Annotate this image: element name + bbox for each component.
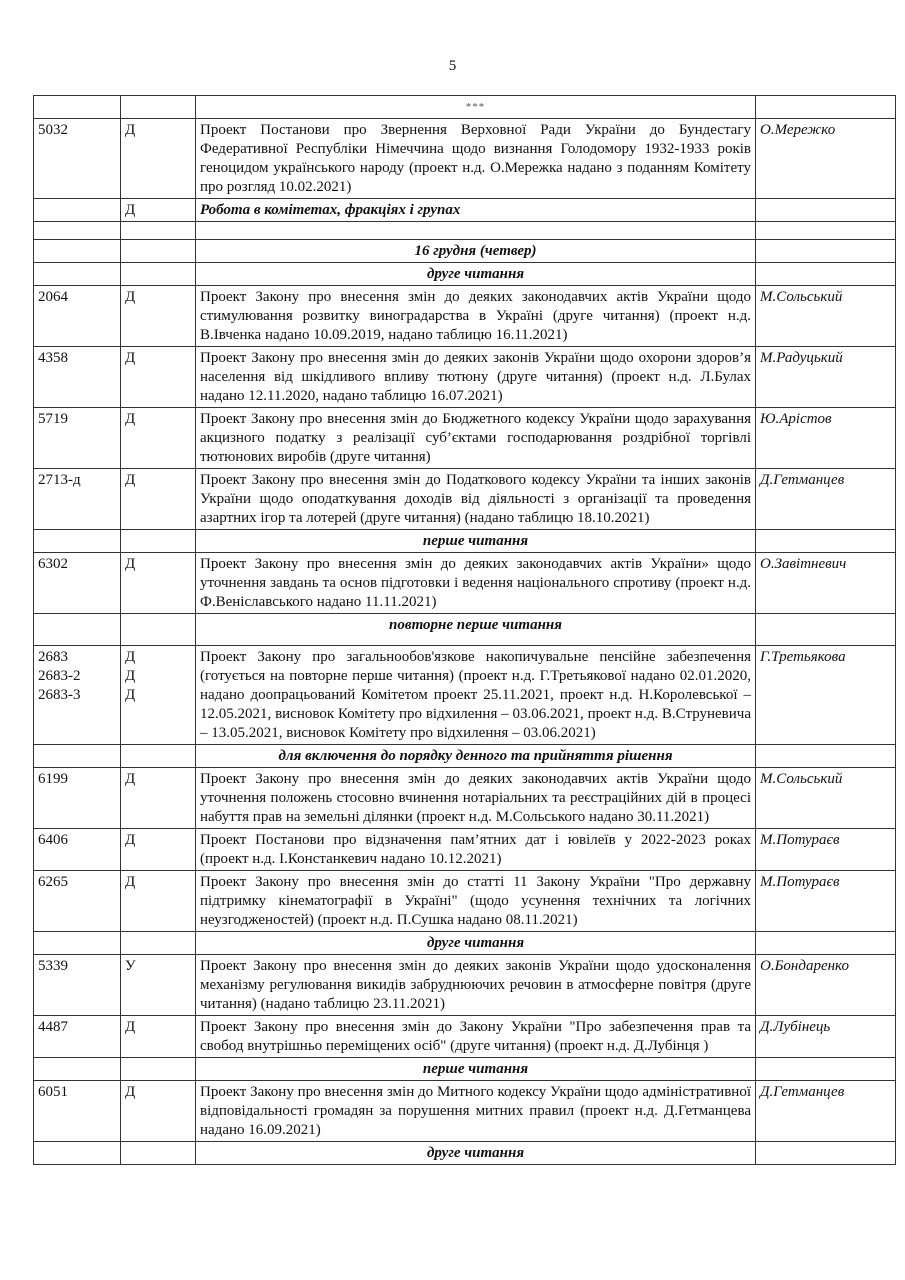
bill-description: Проект Закону про внесення змін до Митного кодексу України щодо адміністративної відповідальності громадян за порушення митних правил (проект н.д. Д.Гетманцева надано 16.09.2021) bbox=[196, 1081, 756, 1142]
table-row bbox=[34, 469, 896, 530]
cell-number bbox=[34, 96, 121, 119]
table-row bbox=[34, 955, 896, 1016]
cell-number bbox=[34, 240, 121, 263]
cell-empty bbox=[196, 222, 756, 240]
cell-responsible bbox=[756, 614, 896, 646]
section-row-date bbox=[34, 240, 896, 263]
section-row bbox=[34, 263, 896, 286]
bill-description: Проект Закону про внесення змін до Податкового кодексу України та інших законів України щодо оподаткування доходів від діяльності з організації та проведення азартних ігор та лотерей (друге читання) (надано таблицю 18.10.2021) bbox=[196, 469, 756, 530]
cell-responsible bbox=[756, 96, 896, 119]
table-row bbox=[34, 1016, 896, 1058]
bill-number: 4487 bbox=[34, 1016, 121, 1058]
bill-responsible: Д.Гетманцев bbox=[756, 469, 896, 530]
bill-number: 2683-2 bbox=[38, 668, 81, 684]
bill-mark: Д bbox=[121, 469, 196, 530]
cell-number bbox=[34, 745, 121, 768]
agenda-table bbox=[33, 95, 896, 1165]
cell-mark bbox=[121, 240, 196, 263]
bill-number: 5719 bbox=[34, 408, 121, 469]
bill-mark: Д bbox=[125, 687, 136, 703]
bill-marks bbox=[121, 646, 196, 745]
bill-description: Проект Закону про внесення змін до статті 11 Закону України "Про державну підтримку кінематографії в Україні" (щодо усунення технічних та логічних неузгодженостей) (проект н.д. П.Сушка надано 08.11.2021) bbox=[196, 871, 756, 932]
section-row bbox=[34, 199, 896, 222]
cell-responsible bbox=[756, 530, 896, 553]
section-heading: друге читання bbox=[196, 263, 756, 286]
bill-responsible: М.Потураєв bbox=[756, 829, 896, 871]
bill-mark: Д bbox=[121, 119, 196, 199]
bill-description: Проект Закону про внесення змін до Закону України "Про забезпечення прав та свобод внутрішньо переміщених осіб" (друге читання) (проект н.д. Д.Лубінця ) bbox=[196, 1016, 756, 1058]
bill-number: 2713-д bbox=[34, 469, 121, 530]
cell-mark bbox=[121, 932, 196, 955]
cell-responsible bbox=[756, 240, 896, 263]
section-heading: повторне перше читання bbox=[196, 614, 756, 646]
bill-mark: Д bbox=[121, 347, 196, 408]
bill-description: Проект Закону про внесення змін до деяких законодавчих актів України» щодо уточнення завдань та основ підготовки і ведення національного спротиву (проект н.д. Ф.Веніславського надано 11.11.2021) bbox=[196, 553, 756, 614]
table-row bbox=[34, 1081, 896, 1142]
bill-responsible: Д.Лубінець bbox=[756, 1016, 896, 1058]
cell-mark bbox=[121, 1058, 196, 1081]
table-row bbox=[34, 119, 896, 199]
section-row bbox=[34, 614, 896, 646]
bill-number: 6302 bbox=[34, 553, 121, 614]
bill-responsible: М.Сольський bbox=[756, 286, 896, 347]
section-row bbox=[34, 932, 896, 955]
section-heading: для включення до порядку денного та прийняття рішення bbox=[196, 745, 756, 768]
cell-responsible bbox=[756, 932, 896, 955]
page-number: 5 bbox=[448, 58, 457, 74]
bill-mark: Д bbox=[121, 829, 196, 871]
table-row bbox=[34, 347, 896, 408]
empty-row bbox=[34, 222, 896, 240]
separator-stars: *** bbox=[196, 96, 756, 119]
cell-number bbox=[34, 199, 121, 222]
bill-mark: Д bbox=[121, 199, 196, 222]
bill-number: 4358 bbox=[34, 347, 121, 408]
bill-number: 6199 bbox=[34, 768, 121, 829]
bill-responsible: М.Сольський bbox=[756, 768, 896, 829]
cell-number bbox=[34, 614, 121, 646]
bill-mark: У bbox=[121, 955, 196, 1016]
bill-responsible: Г.Третьякова bbox=[756, 646, 896, 745]
bill-description: Проект Закону про внесення змін до Бюджетного кодексу України щодо зарахування акцизного податку з реалізації суб’єктами господарювання роздрібної торгівлі тютюнових виробів (друге читання) bbox=[196, 408, 756, 469]
cell-number bbox=[34, 530, 121, 553]
table-row-stars bbox=[34, 96, 896, 119]
bill-number: 2064 bbox=[34, 286, 121, 347]
cell-mark bbox=[121, 96, 196, 119]
bill-description: Проект Закону про внесення змін до деяких законодавчих актів України щодо стимулювання розвитку виноградарства в Україні (друге читання) (проект н.д. В.Івченка надано 10.09.2019, надано таблицю 16.11.2021) bbox=[196, 286, 756, 347]
date-heading: 16 грудня (четвер) bbox=[196, 240, 756, 263]
cell-responsible bbox=[756, 199, 896, 222]
bill-description: Проект Закону про внесення змін до деяких законодавчих актів України щодо уточнення положень стосовно вчинення нотаріальних та реєстраційних дій в процесі набуття прав на земельні ділянки (проект н.д. М.Сольського надано 30.11.2021) bbox=[196, 768, 756, 829]
bill-mark: Д bbox=[121, 408, 196, 469]
bill-number: 6051 bbox=[34, 1081, 121, 1142]
cell-mark bbox=[121, 263, 196, 286]
section-heading: перше читання bbox=[196, 1058, 756, 1081]
table-row bbox=[34, 408, 896, 469]
bill-description: Проект Закону про внесення змін до деяких законів України щодо охорони здоров’я населення від шкідливого впливу тютюну (друге читання) (проект н.д. Л.Булах надано 12.11.2020, надано таблицю 16.07.2021) bbox=[196, 347, 756, 408]
cell-empty bbox=[34, 222, 121, 240]
bill-responsible: М.Радуцький bbox=[756, 347, 896, 408]
section-heading: друге читання bbox=[196, 1142, 756, 1165]
bill-description: Проект Закону про внесення змін до деяких законів України щодо удосконалення механізму регулювання викидів забруднюючих речовин в атмосферне повітря (друге читання) (надано таблицю 23.11.2021) bbox=[196, 955, 756, 1016]
bill-numbers bbox=[34, 646, 121, 745]
bill-description: Проект Закону про загальнообов'язкове накопичувальне пенсійне забезпечення (готується на повторне перше читання) (проект н.д. Г.Третьякової надано 02.01.2020, надано доопрацьований Комітетом проект 25.11.2021, проект н.д. Н.Королевської – 12.05.2021, висновок Комітету про відхилення – 03.06.2021, проект н.д. В.Струневича – 13.05.2021, висновок Комітету про відхилення – 03.06.2021) bbox=[196, 646, 756, 745]
bill-mark: Д bbox=[121, 1016, 196, 1058]
bill-mark: Д bbox=[121, 1081, 196, 1142]
cell-mark bbox=[121, 745, 196, 768]
bill-responsible: М.Потураєв bbox=[756, 871, 896, 932]
section-row bbox=[34, 745, 896, 768]
cell-empty bbox=[756, 222, 896, 240]
cell-responsible bbox=[756, 1142, 896, 1165]
bill-number: 6406 bbox=[34, 829, 121, 871]
table-row bbox=[34, 829, 896, 871]
table-row bbox=[34, 286, 896, 347]
bill-responsible: О.Завітневич bbox=[756, 553, 896, 614]
cell-number bbox=[34, 1142, 121, 1165]
bill-mark: Д bbox=[121, 286, 196, 347]
bill-number: 5339 bbox=[34, 955, 121, 1016]
bill-number: 6265 bbox=[34, 871, 121, 932]
cell-mark bbox=[121, 1142, 196, 1165]
cell-number bbox=[34, 1058, 121, 1081]
bill-mark: Д bbox=[125, 668, 136, 684]
cell-number bbox=[34, 932, 121, 955]
table-row-multi bbox=[34, 646, 896, 745]
bill-mark: Д bbox=[121, 768, 196, 829]
section-row bbox=[34, 1058, 896, 1081]
cell-number bbox=[34, 263, 121, 286]
cell-responsible bbox=[756, 263, 896, 286]
cell-mark bbox=[121, 614, 196, 646]
section-heading: друге читання bbox=[196, 932, 756, 955]
bill-number: 5032 bbox=[34, 119, 121, 199]
bill-number: 2683-3 bbox=[38, 687, 81, 703]
bill-description: Проект Постанови про відзначення пам’ятних дат і ювілеїв у 2022-2023 роках (проект н.д. І.Констанкевич надано 10.12.2021) bbox=[196, 829, 756, 871]
bill-mark: Д bbox=[121, 871, 196, 932]
bill-number: 2683 bbox=[38, 649, 68, 665]
table-row bbox=[34, 553, 896, 614]
bill-responsible: О.Мережко bbox=[756, 119, 896, 199]
cell-responsible bbox=[756, 745, 896, 768]
section-heading: Робота в комітетах, фракціях і групах bbox=[196, 199, 756, 222]
table-row bbox=[34, 768, 896, 829]
cell-empty bbox=[121, 222, 196, 240]
cell-mark bbox=[121, 530, 196, 553]
bill-description: Проект Постанови про Звернення Верховної Ради України до Бундестагу Федеративної Республіки Німеччина щодо визнання Голодомору 1932-1933 років геноцидом українського народу (проект н.д. О.Мережка надано з поданням Комітету про розгляд 10.02.2021) bbox=[196, 119, 756, 199]
section-heading: перше читання bbox=[196, 530, 756, 553]
bill-mark: Д bbox=[125, 649, 136, 665]
table-row bbox=[34, 871, 896, 932]
cell-responsible bbox=[756, 1058, 896, 1081]
section-row bbox=[34, 1142, 896, 1165]
bill-mark: Д bbox=[121, 553, 196, 614]
bill-responsible: О.Бондаренко bbox=[756, 955, 896, 1016]
section-row bbox=[34, 530, 896, 553]
bill-responsible: Ю.Арістов bbox=[756, 408, 896, 469]
bill-responsible: Д.Гетманцев bbox=[756, 1081, 896, 1142]
